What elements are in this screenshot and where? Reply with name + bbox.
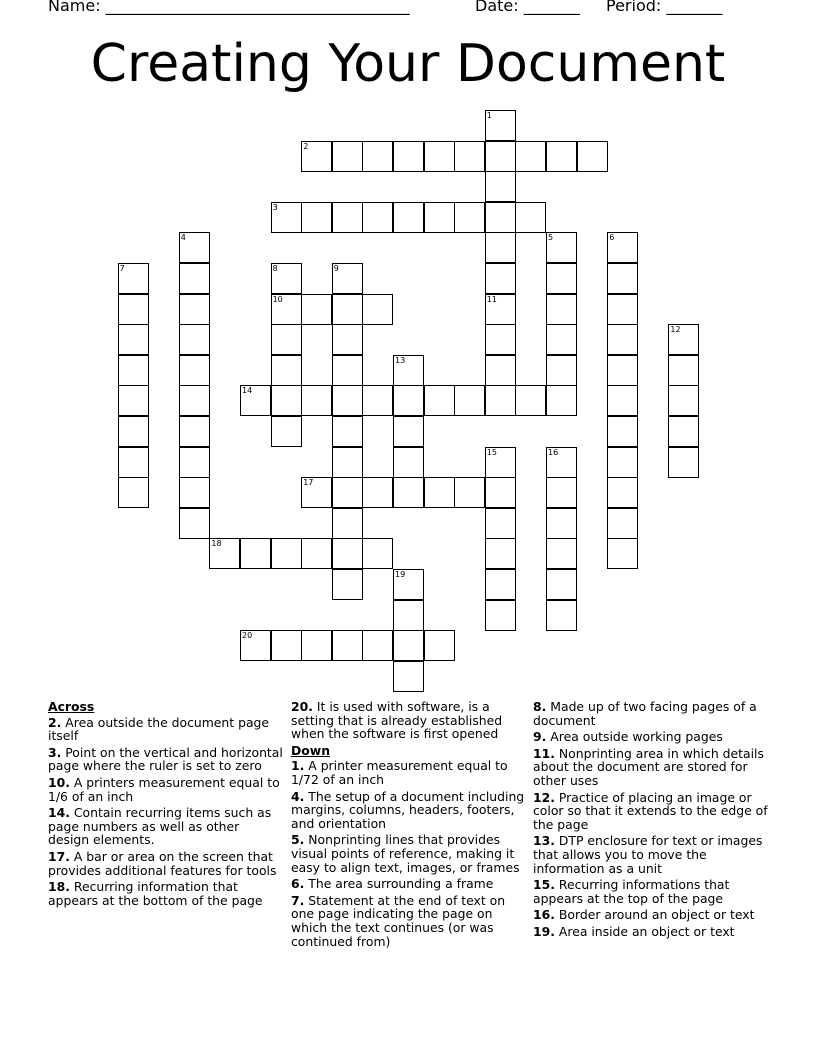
clue-text: Area outside the document page itself (48, 714, 270, 744)
clue-item (291, 759, 527, 786)
crossword-cell[interactable] (179, 263, 210, 294)
crossword-cell[interactable] (332, 263, 363, 294)
clue-number-label: 14 (242, 386, 253, 396)
clue-number: 16. (533, 907, 555, 923)
clue-number-label: 20 (242, 631, 253, 641)
crossword-cell[interactable] (271, 324, 302, 355)
crossword-cell[interactable] (607, 508, 638, 539)
clue-number: 6. (291, 876, 305, 892)
crossword-cell[interactable] (332, 294, 363, 325)
crossword-cell[interactable] (301, 385, 332, 416)
clue-number: 12. (533, 789, 555, 805)
clue-text: Area inside an object or text (554, 923, 735, 939)
clue-number: 9. (533, 729, 547, 745)
crossword-cell[interactable] (454, 202, 485, 233)
clue-item (533, 878, 769, 905)
crossword-cell[interactable] (301, 538, 332, 569)
clue-item (533, 908, 769, 922)
crossword-cell[interactable] (362, 294, 393, 325)
crossword-cell[interactable] (301, 630, 332, 661)
crossword-cell[interactable] (424, 385, 455, 416)
clue-number: 11. (533, 745, 555, 761)
crossword-cell[interactable] (485, 447, 516, 478)
crossword-cell[interactable] (393, 385, 424, 416)
down-heading: Down (291, 742, 331, 758)
crossword-cell[interactable] (271, 355, 302, 386)
crossword-cell[interactable] (485, 477, 516, 508)
clue-text: Point on the vertical and horizontal page where the ruler is set to zero (48, 744, 283, 774)
crossword-cell[interactable] (118, 355, 149, 386)
clue-text: Nonprinting lines that provides visual points of reference, making it easy to align text, images, or frames (291, 832, 520, 875)
crossword-cell[interactable] (179, 294, 210, 325)
crossword-cell[interactable] (118, 324, 149, 355)
clue-item (48, 806, 284, 847)
clue-item (48, 850, 284, 877)
crossword-cell[interactable] (332, 508, 363, 539)
clue-item (291, 790, 527, 831)
clue-text: A printers measurement equal to 1/6 of an inch (48, 774, 280, 804)
crossword-cell[interactable] (118, 385, 149, 416)
clue-item (533, 747, 769, 788)
clue-item (291, 700, 527, 741)
crossword-cell[interactable] (485, 232, 516, 263)
crossword-cell[interactable] (485, 202, 516, 233)
clue-text: The area surrounding a frame (304, 876, 494, 892)
clue-number-label: 17 (303, 478, 314, 488)
crossword-cell[interactable] (332, 538, 363, 569)
clue-number-label: 16 (548, 447, 559, 457)
clue-item (48, 880, 284, 907)
crossword-cell[interactable] (454, 477, 485, 508)
crossword-cell[interactable] (668, 355, 699, 386)
clue-item (48, 746, 284, 773)
clue-number-label: 12 (670, 325, 681, 335)
crossword-cell[interactable] (668, 385, 699, 416)
crossword-cell[interactable] (362, 202, 393, 233)
crossword-cell[interactable] (454, 385, 485, 416)
crossword-cell[interactable] (362, 141, 393, 172)
crossword-cell[interactable] (546, 600, 577, 631)
clue-number-label: 4 (180, 233, 186, 243)
clue-number-label: 7 (119, 264, 125, 273)
crossword-cell[interactable] (179, 232, 210, 263)
crossword-cell[interactable] (546, 263, 577, 294)
crossword-cell[interactable] (393, 477, 424, 508)
crossword-cell[interactable] (271, 263, 302, 294)
crossword-cell[interactable] (668, 447, 699, 478)
crossword-cell[interactable] (515, 202, 546, 233)
crossword-cell[interactable] (424, 477, 455, 508)
clue-item (291, 894, 527, 948)
clue-number: 2. (48, 714, 62, 730)
crossword-cell[interactable] (179, 447, 210, 478)
date-field[interactable]: Date: _______ (475, 0, 580, 15)
clue-number: 15. (533, 877, 555, 893)
crossword-cell[interactable] (607, 447, 638, 478)
clue-item (533, 834, 769, 875)
crossword-cell[interactable] (485, 385, 516, 416)
crossword-cell[interactable] (332, 447, 363, 478)
crossword-cell[interactable] (546, 385, 577, 416)
clue-number-label: 9 (333, 264, 339, 273)
crossword-cell[interactable] (179, 355, 210, 386)
clue-number: 5. (291, 832, 305, 848)
crossword-cell[interactable] (393, 416, 424, 447)
clue-number: 7. (291, 892, 305, 908)
clue-text: Recurring information that appears at the bottom of the page (48, 879, 263, 908)
crossword-cell[interactable] (515, 141, 546, 172)
clue-number: 4. (291, 788, 305, 804)
crossword-cell[interactable] (393, 569, 424, 600)
crossword-cell[interactable] (424, 141, 455, 172)
crossword-cell[interactable] (577, 141, 608, 172)
crossword-cell[interactable] (607, 477, 638, 508)
clue-number-label: 19 (395, 570, 406, 579)
clue-number-label: 18 (211, 539, 222, 549)
crossword-cell[interactable] (485, 569, 516, 600)
crossword-cell[interactable] (393, 202, 424, 233)
crossword-cell[interactable] (271, 385, 302, 416)
crossword-cell[interactable] (362, 477, 393, 508)
crossword-cell[interactable] (240, 630, 271, 661)
crossword-cell[interactable] (271, 294, 302, 325)
crossword-cell[interactable] (179, 508, 210, 539)
crossword-cell[interactable] (179, 324, 210, 355)
crossword-cell[interactable] (332, 416, 363, 447)
clue-number: 19. (533, 923, 555, 939)
crossword-cell[interactable] (485, 324, 516, 355)
crossword-cell[interactable] (668, 416, 699, 447)
clue-text: The setup of a document including margins, columns, headers, footers, and orientation (291, 788, 525, 831)
crossword-cell[interactable] (485, 110, 516, 141)
crossword-cell[interactable] (118, 416, 149, 447)
clue-number-label: 15 (486, 447, 497, 457)
crossword-cell[interactable] (179, 477, 210, 508)
clue-text: Nonprinting area in which details about the document are stored for other uses (533, 745, 764, 788)
clue-text: Contain recurring items such as page numbers as well as other design elements. (48, 805, 272, 848)
crossword-cell[interactable] (179, 416, 210, 447)
crossword-cell[interactable] (118, 294, 149, 325)
crossword-cell[interactable] (546, 232, 577, 263)
clues-column-2 (291, 700, 527, 951)
crossword-cell[interactable] (301, 202, 332, 233)
clue-item (533, 700, 769, 727)
crossword-cell[interactable] (362, 538, 393, 569)
clue-text: Practice of placing an image or color so that it extends to the edge of the page (533, 789, 768, 832)
crossword-cell[interactable] (607, 263, 638, 294)
clues-column-1 (48, 700, 284, 910)
clue-number-label: 3 (272, 202, 278, 212)
clue-text: Border around an object or text (554, 907, 755, 923)
crossword-cell[interactable] (485, 600, 516, 631)
crossword-cell[interactable] (546, 324, 577, 355)
clue-number-label: 2 (303, 141, 309, 151)
crossword-cell[interactable] (362, 630, 393, 661)
clue-number: 3. (48, 744, 62, 760)
crossword-cell[interactable] (209, 538, 240, 569)
clue-number: 8. (533, 699, 547, 714)
crossword-cell[interactable] (393, 661, 424, 692)
clue-number-label: 8 (272, 264, 278, 273)
crossword-cell[interactable] (546, 355, 577, 386)
crossword-cell[interactable] (424, 630, 455, 661)
clue-number: 10. (48, 774, 70, 790)
crossword-cell[interactable] (393, 141, 424, 172)
crossword-cell[interactable] (546, 569, 577, 600)
crossword-cell[interactable] (485, 263, 516, 294)
clue-number-label: 6 (609, 233, 615, 243)
crossword-cell[interactable] (607, 355, 638, 386)
clue-text: Area outside working pages (546, 729, 723, 745)
crossword-cell[interactable] (271, 202, 302, 233)
crossword-cell[interactable] (485, 538, 516, 569)
crossword-cell[interactable] (454, 141, 485, 172)
crossword-cell[interactable] (332, 202, 363, 233)
clue-number: 17. (48, 848, 70, 864)
crossword-cell[interactable] (393, 355, 424, 386)
crossword-cell[interactable] (485, 141, 516, 172)
crossword-cell[interactable] (546, 538, 577, 569)
crossword-cell[interactable] (118, 477, 149, 508)
crossword-cell[interactable] (332, 630, 363, 661)
crossword-cell[interactable] (485, 294, 516, 325)
clue-number: 14. (48, 805, 70, 821)
crossword-cell[interactable] (240, 538, 271, 569)
crossword-cell[interactable] (607, 385, 638, 416)
crossword-cell[interactable] (332, 355, 363, 386)
clue-item (48, 776, 284, 803)
crossword-cell[interactable] (271, 630, 302, 661)
crossword-cell[interactable] (424, 202, 455, 233)
crossword-cell[interactable] (332, 141, 363, 172)
crossword-cell[interactable] (607, 416, 638, 447)
crossword-cell[interactable] (393, 630, 424, 661)
clue-item (291, 833, 527, 874)
crossword-cell[interactable] (271, 416, 302, 447)
clue-number: 1. (291, 758, 305, 774)
crossword-cell[interactable] (485, 171, 516, 202)
crossword-cell[interactable] (332, 569, 363, 600)
crossword-cell[interactable] (271, 538, 302, 569)
crossword-cell[interactable] (332, 385, 363, 416)
crossword-cell[interactable] (546, 141, 577, 172)
clue-number: 18. (48, 879, 70, 895)
crossword-cell[interactable] (118, 447, 149, 478)
clue-text: A printer measurement equal to 1/72 of an inch (291, 758, 508, 787)
crossword-cell[interactable] (607, 232, 638, 263)
crossword-cell[interactable] (393, 600, 424, 631)
clue-number-label: 11 (486, 294, 497, 304)
clue-item (291, 877, 527, 891)
crossword-cell[interactable] (546, 508, 577, 539)
clue-text: Statement at the end of text on one page indicating the page on which the text continues (or was continued from) (291, 892, 506, 949)
crossword-cell[interactable] (301, 477, 332, 508)
page-title: Creating Your Document (90, 34, 726, 94)
crossword-cell[interactable] (179, 385, 210, 416)
clue-item (48, 716, 284, 743)
crossword-cell[interactable] (301, 294, 332, 325)
crossword-cell[interactable] (485, 355, 516, 386)
clue-number: 13. (533, 833, 555, 849)
crossword-cell[interactable] (668, 324, 699, 355)
crossword-cell[interactable] (485, 508, 516, 539)
crossword-cell[interactable] (393, 447, 424, 478)
clue-item (533, 925, 769, 939)
clue-text: A bar or area on the screen that provides additional features for tools (48, 848, 277, 878)
clue-number-label: 1 (486, 111, 492, 120)
clue-text: It is used with software, is a setting that is already established when the software is first opened (291, 699, 503, 742)
crossword-cell[interactable] (546, 447, 577, 478)
clue-number-label: 13 (395, 355, 406, 365)
crossword-cell[interactable] (607, 324, 638, 355)
period-field[interactable]: Period: _______ (606, 0, 723, 15)
clues-column-3 (533, 700, 769, 942)
clue-item (533, 791, 769, 832)
clue-number-label: 5 (548, 233, 554, 243)
clue-text: Recurring informations that appears at the top of the page (533, 877, 730, 906)
crossword-cell[interactable] (301, 141, 332, 172)
crossword-cell[interactable] (607, 538, 638, 569)
clue-number-label: 10 (272, 294, 283, 304)
name-field[interactable]: Name: ______________________________________ (48, 0, 410, 15)
crossword-cell[interactable] (332, 324, 363, 355)
crossword-cell[interactable] (546, 294, 577, 325)
crossword-cell[interactable] (332, 477, 363, 508)
across-heading: Across (48, 699, 95, 714)
clue-number: 20. (291, 699, 313, 714)
clue-text: DTP enclosure for text or images that allows you to move the information as a unit (533, 833, 763, 876)
crossword-cell[interactable] (362, 385, 393, 416)
crossword-cell[interactable] (546, 477, 577, 508)
crossword-cell[interactable] (607, 294, 638, 325)
crossword-cell[interactable] (240, 385, 271, 416)
crossword-cell[interactable] (118, 263, 149, 294)
clue-text: Made up of two facing pages of a document (533, 699, 757, 728)
crossword-cell[interactable] (515, 385, 546, 416)
clue-item (533, 730, 769, 744)
